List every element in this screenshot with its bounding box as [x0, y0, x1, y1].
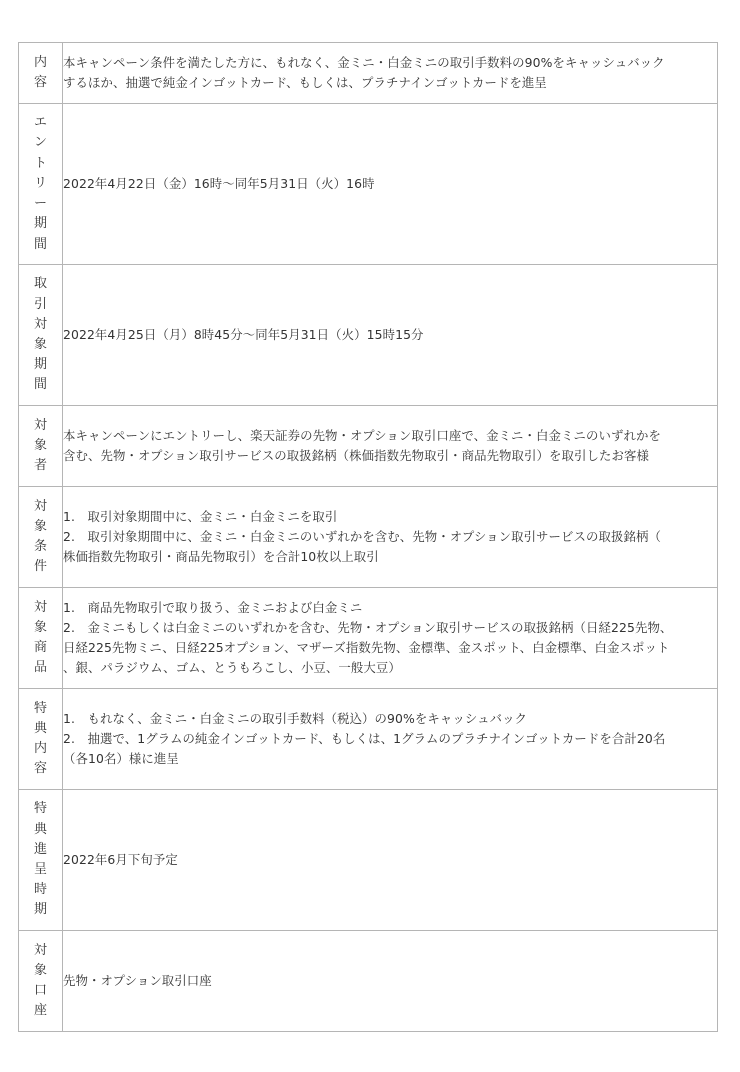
value-line: 2. 抽選で、1グラムの純金インゴットカード、もしくは、1グラムのプラチナインゴットカードを合計20名 — [63, 730, 666, 746]
row-label: 取引対象期間 — [33, 276, 47, 393]
value-line: 含む、先物・オプション取引サービスの取扱銘柄（株価指数先物取引・商品先物取引）を取引したお客様 — [63, 448, 649, 463]
value-line: 1. 取引対象期間中に、金ミニ・白金ミニを取引 — [63, 508, 338, 524]
row-label-cell — [19, 406, 63, 487]
row-value-cell — [63, 689, 718, 790]
row-value-cell — [63, 588, 718, 689]
row-label: 特典内容 — [33, 700, 47, 777]
table-row — [19, 265, 718, 406]
value-line: 、銀、パラジウム、ゴム、とうもろこし、小豆、一般大豆） — [63, 660, 401, 676]
value-line: 日経225先物ミニ、日経225オプション、マザーズ指数先物、金標準、金スポット、白金標準、白金スポット — [63, 640, 670, 655]
value-line: 1. もれなく、金ミニ・白金ミニの取引手数料（税込）の90%をキャッシュバック — [63, 710, 528, 726]
row-label-cell — [19, 104, 63, 265]
table-row — [19, 487, 718, 588]
table-row — [19, 790, 718, 931]
row-label: 対象条件 — [33, 498, 47, 575]
row-value-cell — [63, 931, 718, 1032]
row-label: 対象者 — [33, 417, 47, 474]
value-line: 1. 商品先物取引で取り扱う、金ミニおよび白金ミニ — [63, 599, 363, 615]
row-label: 対象商品 — [33, 599, 47, 676]
row-value-cell — [63, 790, 718, 931]
value-line: 本キャンペーンにエントリーし、楽天証券の先物・オプション取引口座で、金ミニ・白金ミニのいずれかを — [63, 427, 661, 443]
value-line: 2. 金ミニもしくは白金ミニのいずれかを含む、先物・オプション取引サービスの取扱銘柄（日経225先物、 — [63, 619, 673, 635]
row-label: 特典進呈時期 — [33, 801, 47, 918]
row-label-cell — [19, 931, 63, 1032]
table-row — [19, 931, 718, 1032]
row-label-cell — [19, 588, 63, 689]
table-row — [19, 689, 718, 790]
value-line: 株価指数先物取引・商品先物取引）を合計10枚以上取引 — [63, 549, 379, 565]
value-line: 2. 取引対象期間中に、金ミニ・白金ミニのいずれかを含む、先物・オプション取引サービスの取扱銘柄（ — [63, 528, 661, 544]
row-label: 対象口座 — [33, 942, 47, 1019]
table-row — [19, 588, 718, 689]
row-value-cell — [63, 265, 718, 406]
row-value-cell — [63, 406, 718, 487]
value-line: （各10名）様に進呈 — [63, 751, 179, 767]
campaign-details-table — [18, 42, 718, 1032]
row-label-cell — [19, 43, 63, 104]
value-line: 2022年4月22日（金）16時〜同年5月31日（火）16時 — [63, 175, 375, 191]
row-label: 内容 — [33, 54, 47, 90]
value-line: 先物・オプション取引口座 — [63, 972, 212, 988]
row-label-cell — [19, 689, 63, 790]
table-row — [19, 406, 718, 487]
row-value-cell — [63, 43, 718, 104]
table-row — [19, 43, 718, 104]
value-line: 2022年4月25日（月）8時45分〜同年5月31日（火）15時15分 — [63, 326, 424, 342]
row-label-cell — [19, 790, 63, 931]
value-line: するほか、抽選で純金インゴットカード、もしくは、プラチナインゴットカードを進呈 — [63, 75, 547, 90]
row-label: エントリー期間 — [33, 115, 47, 252]
row-value-cell — [63, 487, 718, 588]
value-line: 2022年6月下旬予定 — [63, 851, 178, 867]
value-line: 本キャンペーン条件を満たした方に、もれなく、金ミニ・白金ミニの取引手数料の90%をキャッシュバック — [63, 54, 665, 70]
row-value-cell — [63, 104, 718, 265]
row-label-cell — [19, 487, 63, 588]
table-row — [19, 104, 718, 265]
row-label-cell — [19, 265, 63, 406]
